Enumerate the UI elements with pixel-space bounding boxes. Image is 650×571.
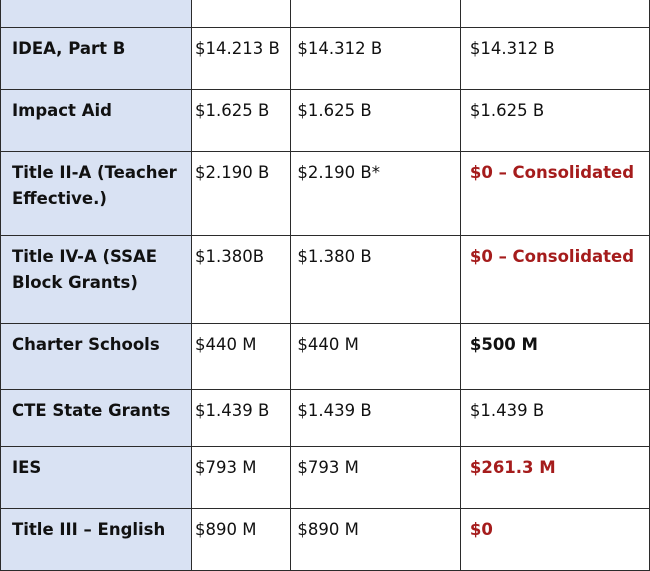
value-cell: $1.625 B (291, 90, 460, 152)
value-cell (291, 0, 460, 28)
value-cell: $14.312 B (291, 28, 460, 90)
table-row-charter-schools (1, 324, 650, 390)
value-cell: $890 M (192, 509, 291, 571)
value-cell-cut (460, 0, 649, 28)
value-cell: $1.439 B (291, 390, 460, 447)
table-row-idea-part-b (1, 28, 650, 90)
table-row-title-iv-a (1, 236, 650, 324)
table-row-title-ii-a (1, 152, 650, 236)
program-name: Impact Aid (1, 90, 192, 152)
program-name: Charter Schools (1, 324, 192, 390)
value-cell: $440 M (291, 324, 460, 390)
value-cell: $890 M (291, 509, 460, 571)
value-cell: $793 M (192, 447, 291, 509)
program-name: Title II-A (Teacher Effective.) (1, 152, 192, 236)
table-row-ies (1, 447, 650, 509)
value-cell-cut: $0 – Consolidated (460, 236, 649, 324)
value-cell: $14.312 B (460, 28, 649, 90)
program-name: IES (1, 447, 192, 509)
value-cell-increase: $500 M (460, 324, 649, 390)
value-cell-cut: $261.3 M (460, 447, 649, 509)
value-cell: $1.380 B (291, 236, 460, 324)
table-row-impact-aid (1, 90, 650, 152)
value-cell: $1.439 B (192, 390, 291, 447)
program-name: Title IV-A (SSAE Block Grants) (1, 236, 192, 324)
program-name: Title III – English (1, 509, 192, 571)
program-name: IDEA, Part B (1, 28, 192, 90)
value-cell: $793 M (291, 447, 460, 509)
table-row-title-iii (1, 509, 650, 571)
value-cell (192, 0, 291, 28)
table-row-cte-state-grants (1, 390, 650, 447)
value-cell-cut: $0 – Consolidated (460, 152, 649, 236)
value-cell: $440 M (192, 324, 291, 390)
value-cell: $2.190 B (192, 152, 291, 236)
program-name (1, 0, 192, 28)
value-cell: $1.625 B (460, 90, 649, 152)
table-row-title-i (1, 0, 650, 28)
value-cell: $2.190 B* (291, 152, 460, 236)
program-name: CTE State Grants (1, 390, 192, 447)
value-cell: $14.213 B (192, 28, 291, 90)
value-cell: $1.380B (192, 236, 291, 324)
value-cell-cut: $0 (460, 509, 649, 571)
value-cell: $1.625 B (192, 90, 291, 152)
value-cell: $1.439 B (460, 390, 649, 447)
